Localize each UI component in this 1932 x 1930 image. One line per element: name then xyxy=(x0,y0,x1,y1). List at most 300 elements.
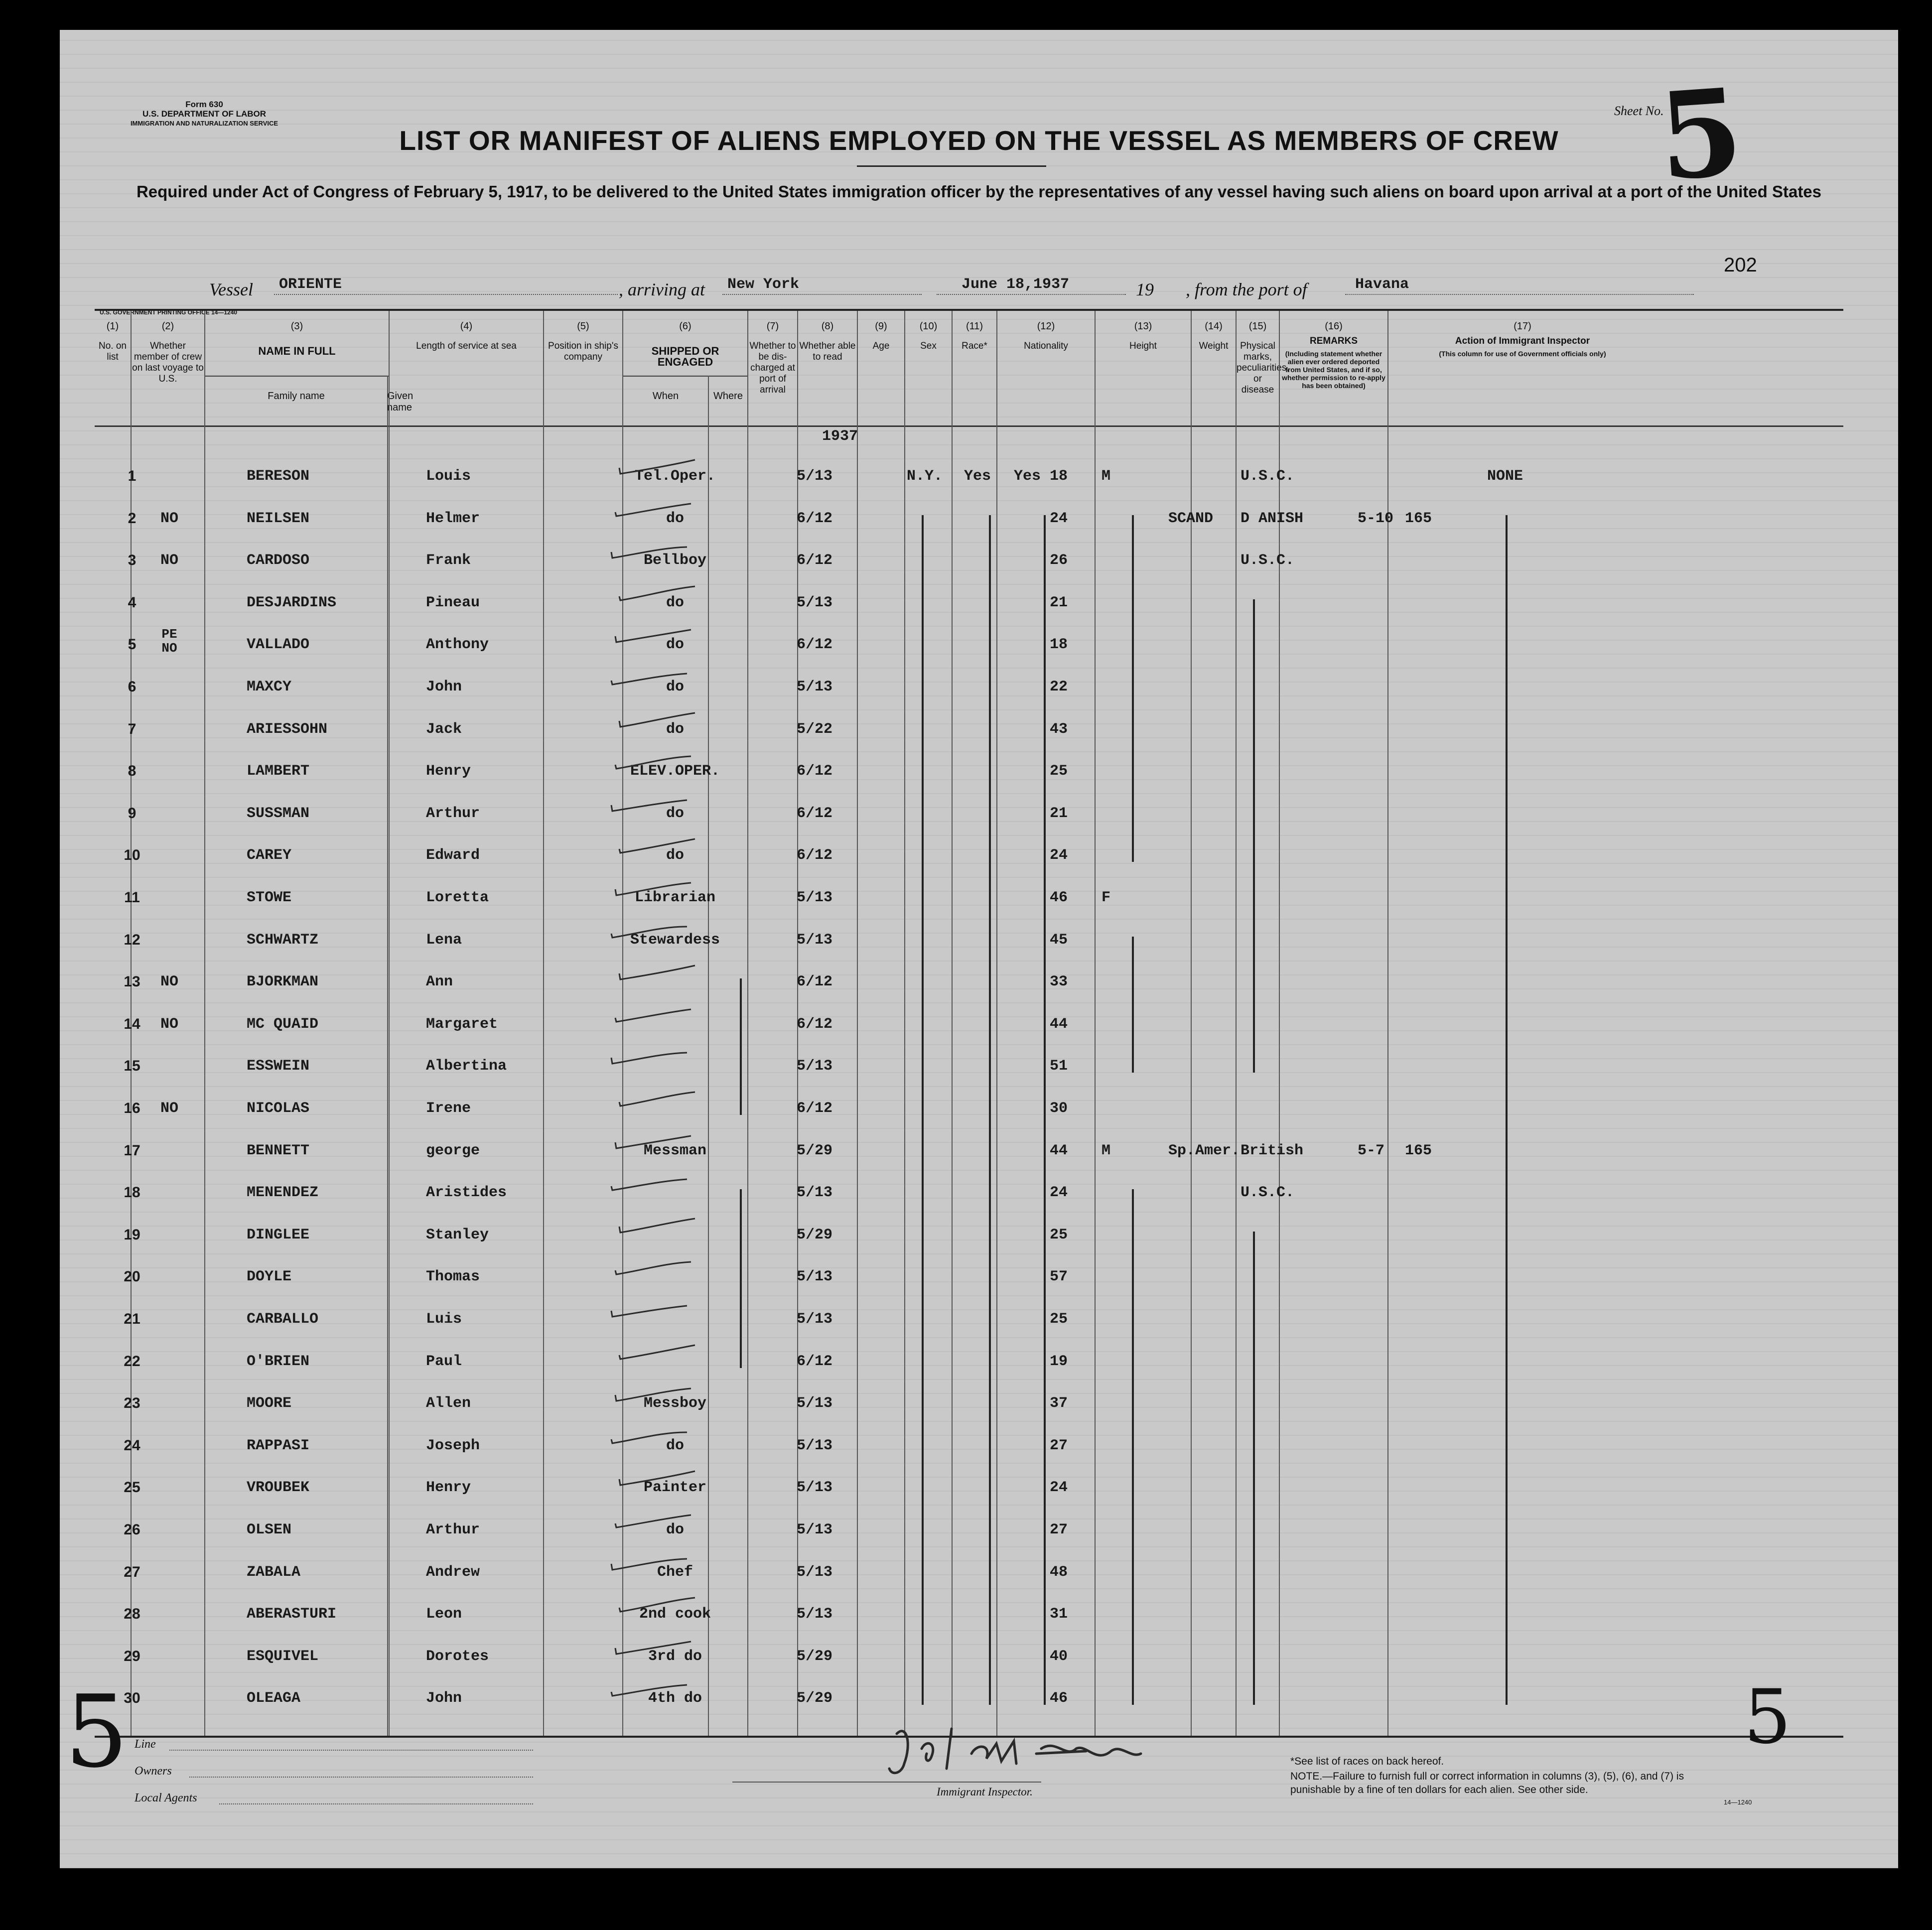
subheader-rule xyxy=(623,376,747,377)
cell-no: 10 xyxy=(124,847,140,864)
arrival-date: June 18,1937 xyxy=(962,276,1070,293)
cell-last-voyage: NO xyxy=(160,1015,178,1033)
cell-no: 20 xyxy=(124,1268,140,1285)
line-dotline xyxy=(169,1750,533,1751)
cell-age: 24 xyxy=(1049,510,1068,527)
arriving-dotline xyxy=(722,294,922,295)
manifest-sheet xyxy=(60,30,1898,1868)
agents-dotline xyxy=(219,1803,533,1804)
owners-dotline xyxy=(189,1777,533,1778)
cell-where: N.Y. xyxy=(907,468,943,485)
cell-no: 12 xyxy=(124,931,140,948)
cell-position: Librarian xyxy=(634,889,716,906)
sheet-number-handwritten: 5 xyxy=(1654,61,1747,208)
cell-family: ZABALA xyxy=(247,1563,301,1581)
cell-family: OLSEN xyxy=(247,1521,292,1538)
cell-weight: 165 xyxy=(1405,510,1432,527)
cell-when: 6/12 xyxy=(796,552,832,569)
cell-given: Jack xyxy=(426,720,462,738)
cell-position: Painter xyxy=(643,1479,707,1497)
service-check-mark xyxy=(607,1173,692,1193)
cell-age: 24 xyxy=(1049,847,1068,864)
service-check-mark xyxy=(611,878,696,898)
cell-last-voyage: NO xyxy=(160,973,178,991)
service-check-mark xyxy=(611,752,696,772)
races-note: *See list of races on back hereof. xyxy=(1290,1756,1444,1767)
cell-no: 16 xyxy=(124,1100,140,1116)
cell-sex: M xyxy=(1101,468,1110,485)
cell-age: 25 xyxy=(1049,763,1068,780)
cell-given: Andrew xyxy=(426,1563,480,1581)
cell-when: 5/13 xyxy=(796,889,832,906)
corner-number-left: 5 xyxy=(65,1674,129,1790)
cell-position: do xyxy=(666,847,684,864)
service-check-mark xyxy=(615,1089,700,1109)
cell-position: Bellboy xyxy=(643,552,707,569)
cell-no: 3 xyxy=(128,552,137,569)
service-name: IMMIGRATION AND NATURALIZATION SERVICE xyxy=(130,120,278,127)
ditto-mark xyxy=(1506,515,1508,1705)
cell-when: 5/29 xyxy=(796,1142,832,1159)
cell-sex: M xyxy=(1101,1142,1110,1159)
cell-family: OLEAGA xyxy=(247,1690,301,1707)
cell-weight: 165 xyxy=(1405,1142,1432,1159)
cell-height: 5-7 xyxy=(1358,1142,1385,1159)
cell-age: 25 xyxy=(1049,1311,1068,1328)
cell-nationality: U.S.C. xyxy=(1241,1184,1295,1202)
cell-given: george xyxy=(426,1142,480,1159)
service-check-mark xyxy=(607,668,692,688)
cell-no: 2 xyxy=(128,510,137,527)
column-header: Height xyxy=(1129,341,1157,351)
cell-family: CARDOSO xyxy=(247,552,310,569)
service-check-mark xyxy=(611,1384,696,1404)
cell-discharged: Yes xyxy=(964,468,991,485)
cell-when: 5/13 xyxy=(796,1563,832,1581)
cell-family: ESQUIVEL xyxy=(247,1648,319,1665)
cell-when: 5/29 xyxy=(796,1226,832,1243)
cell-nationality: U.S.C. xyxy=(1241,468,1295,485)
column-header-note: (This column for use of Government officials only) xyxy=(1439,350,1606,358)
service-check-mark xyxy=(607,921,692,941)
cell-family: VROUBEK xyxy=(247,1479,310,1497)
cell-age: 40 xyxy=(1049,1648,1068,1665)
cell-position: Messman xyxy=(643,1142,707,1159)
cell-age: 18 xyxy=(1049,636,1068,654)
cell-age: 31 xyxy=(1049,1606,1068,1623)
cell-last-voyage: PE NO xyxy=(161,627,177,656)
column-number: (7) xyxy=(766,321,779,332)
cell-given: Margaret xyxy=(426,1015,498,1033)
arriving-label: , arriving at xyxy=(619,279,705,299)
column-number: (4) xyxy=(460,321,473,332)
cell-when: 6/12 xyxy=(796,1100,832,1117)
column-header: Physical marks, peculiarities, or disease xyxy=(1237,341,1289,395)
cell-no: 13 xyxy=(124,973,140,990)
cell-when: 5/13 xyxy=(796,1268,832,1286)
service-check-mark xyxy=(607,541,692,561)
column-header: No. on list xyxy=(99,341,127,362)
cell-sex: F xyxy=(1101,889,1110,906)
form-number: Form 630 xyxy=(185,100,223,109)
cell-no: 17 xyxy=(124,1142,140,1159)
cell-given: Paul xyxy=(426,1353,462,1370)
cell-age: 21 xyxy=(1049,594,1068,611)
column-header: Race* xyxy=(962,341,987,351)
service-check-mark xyxy=(615,1216,700,1236)
cell-age: 27 xyxy=(1049,1521,1068,1538)
cell-position: 2nd cook xyxy=(639,1606,711,1623)
column-number: (8) xyxy=(821,321,834,332)
cell-when: 5/29 xyxy=(796,1648,832,1665)
cell-when: 5/13 xyxy=(796,931,832,949)
cell-no: 8 xyxy=(128,763,137,780)
cell-no: 27 xyxy=(124,1563,140,1580)
cell-position: do xyxy=(666,1437,684,1454)
cell-family: O'BRIEN xyxy=(247,1353,310,1370)
cell-age: 25 xyxy=(1049,1226,1068,1243)
service-check-mark xyxy=(611,1257,696,1277)
cell-family: STOWE xyxy=(247,889,292,906)
cell-family: NEILSEN xyxy=(247,510,310,527)
cell-age: 33 xyxy=(1049,973,1068,991)
cell-family: NICOLAS xyxy=(247,1100,310,1117)
cell-when: 5/13 xyxy=(796,1311,832,1328)
cell-last-voyage: NO xyxy=(160,1100,178,1117)
cell-given: Frank xyxy=(426,552,471,569)
cell-age: 26 xyxy=(1049,552,1068,569)
cell-given: Ann xyxy=(426,973,453,991)
column-header: Position in ship's company xyxy=(548,341,618,362)
column-header: SHIPPED OR ENGAGED xyxy=(651,345,719,368)
ditto-mark xyxy=(989,515,991,1705)
cell-when: 6/12 xyxy=(796,805,832,822)
subcolumn-header: Family name xyxy=(268,391,325,402)
cell-age: 45 xyxy=(1049,931,1068,949)
cell-when: 6/12 xyxy=(796,510,832,527)
arriving-port: New York xyxy=(727,276,800,293)
column-header: Whether member of crew on last voyage to U.S. xyxy=(132,341,204,384)
inspector-signature-line xyxy=(732,1782,1041,1783)
cell-no: 18 xyxy=(124,1184,140,1201)
cell-given: Irene xyxy=(426,1100,471,1117)
cell-marks: NONE xyxy=(1487,468,1523,485)
cell-given: Luis xyxy=(426,1311,462,1328)
cell-when: 6/12 xyxy=(796,763,832,780)
cell-position: do xyxy=(666,636,684,654)
sheet-number-label: Sheet No. xyxy=(1614,104,1664,118)
cell-given: Stanley xyxy=(426,1226,489,1243)
column-header: Weight xyxy=(1199,341,1229,351)
cell-no: 4 xyxy=(128,594,137,611)
cell-when: 5/13 xyxy=(796,1058,832,1075)
cell-family: ESSWEIN xyxy=(247,1058,310,1075)
from-port-label: , from the port of xyxy=(1186,279,1307,299)
cell-age: 19 xyxy=(1049,1353,1068,1370)
cell-family: VALLADO xyxy=(247,636,310,654)
cell-family: DINGLEE xyxy=(247,1226,310,1243)
cell-family: ABERASTURI xyxy=(247,1606,337,1623)
service-check-mark xyxy=(615,1342,700,1362)
cell-given: Allen xyxy=(426,1395,471,1412)
inspector-signature xyxy=(877,1714,1156,1789)
note-label: NOTE. xyxy=(1290,1771,1323,1782)
cell-age: 43 xyxy=(1049,720,1068,738)
cell-when: 6/12 xyxy=(796,1015,832,1033)
cell-when: 5/13 xyxy=(796,468,832,485)
cell-age: 30 xyxy=(1049,1100,1068,1117)
cell-nationality: British xyxy=(1241,1142,1304,1159)
vessel-name: ORIENTE xyxy=(279,276,342,293)
cell-age: 24 xyxy=(1049,1184,1068,1202)
column-number: (3) xyxy=(290,321,303,332)
column-number: (9) xyxy=(875,321,887,332)
column-number: (15) xyxy=(1248,321,1267,332)
column-number: (14) xyxy=(1205,321,1223,332)
cell-position: do xyxy=(666,594,684,611)
cell-age: 51 xyxy=(1049,1058,1068,1075)
cell-when: 5/13 xyxy=(796,1437,832,1454)
cell-no: 29 xyxy=(124,1648,140,1664)
subheader-rule xyxy=(205,376,389,377)
service-check-mark xyxy=(611,1511,696,1530)
cell-no: 21 xyxy=(124,1311,140,1327)
column-header: Nationality xyxy=(1024,341,1068,351)
column-number: (11) xyxy=(966,321,983,332)
cell-when: 6/12 xyxy=(796,1353,832,1370)
column-header: Whether to be dis-charged at port of arrival xyxy=(749,341,796,395)
cell-given: Albertina xyxy=(426,1058,507,1075)
cell-when: 5/13 xyxy=(796,594,832,611)
cell-age: 48 xyxy=(1049,1563,1068,1581)
cell-age: 22 xyxy=(1049,679,1068,695)
subcolumn-header: Where xyxy=(713,391,743,402)
column-number: (2) xyxy=(161,321,174,332)
fine-note xyxy=(1290,1770,1729,1796)
cell-family: DOYLE xyxy=(247,1268,292,1286)
cell-no: 24 xyxy=(124,1437,140,1454)
cell-age: 27 xyxy=(1049,1437,1068,1454)
cell-given: Joseph xyxy=(426,1437,480,1454)
cell-age: 46 xyxy=(1049,889,1068,906)
ditto-mark xyxy=(1132,937,1134,1073)
column-number: (10) xyxy=(919,321,938,332)
cell-no: 19 xyxy=(124,1226,140,1243)
cell-position: do xyxy=(666,679,684,695)
cell-no: 25 xyxy=(124,1479,140,1496)
cell-when: 5/29 xyxy=(796,1690,832,1707)
cell-no: 9 xyxy=(128,805,137,822)
cell-given: Edward xyxy=(426,847,480,864)
cell-given: Louis xyxy=(426,468,471,485)
cell-last-voyage: NO xyxy=(160,552,178,569)
cell-given: Arthur xyxy=(426,805,480,822)
cell-position: Messboy xyxy=(643,1395,707,1412)
cell-family: CAREY xyxy=(247,847,292,864)
subcolumn-header: When xyxy=(652,391,679,402)
cell-family: CARBALLO xyxy=(247,1311,319,1328)
cell-given: Aristides xyxy=(426,1184,507,1202)
column-number: (13) xyxy=(1134,321,1152,332)
column-header: Length of service at sea xyxy=(416,341,517,351)
column-header: Whether able to read xyxy=(799,341,856,362)
column-number: (17) xyxy=(1514,321,1531,332)
column-number: (1) xyxy=(106,321,119,332)
cell-no: 6 xyxy=(128,679,137,695)
cell-family: MENENDEZ xyxy=(247,1184,319,1202)
cell-family: LAMBERT xyxy=(247,763,310,780)
ditto-mark xyxy=(1253,599,1255,1073)
cell-when: 5/13 xyxy=(796,1521,832,1538)
service-check-mark xyxy=(611,1005,696,1025)
service-check-mark xyxy=(615,583,700,603)
cell-when: 6/12 xyxy=(796,847,832,864)
service-check-mark xyxy=(615,457,700,477)
ditto-mark xyxy=(1044,515,1046,1705)
service-check-mark xyxy=(607,1553,692,1573)
cell-age: 24 xyxy=(1049,1479,1068,1497)
service-check-mark xyxy=(607,1679,692,1699)
ditto-mark xyxy=(1132,515,1134,862)
service-check-mark xyxy=(607,794,692,814)
cell-age: 21 xyxy=(1049,805,1068,822)
cell-position: 4th do xyxy=(648,1690,702,1707)
from-port-dotline xyxy=(1345,294,1694,295)
cell-position: Chef xyxy=(657,1563,693,1581)
form-code: 14—1240 xyxy=(1724,1798,1752,1806)
cell-family: BENNETT xyxy=(247,1142,310,1159)
cell-nationality: D ANISH xyxy=(1241,510,1304,527)
cell-nationality: U.S.C. xyxy=(1241,552,1295,569)
cell-no: 30 xyxy=(124,1690,140,1707)
cell-no: 7 xyxy=(128,720,137,737)
service-check-mark xyxy=(611,1131,696,1151)
column-header: Sex xyxy=(920,341,937,351)
from-port: Havana xyxy=(1355,276,1409,293)
vessel-dotline xyxy=(274,294,618,295)
cell-age: 57 xyxy=(1049,1268,1068,1286)
cell-when: 5/13 xyxy=(796,1479,832,1497)
cell-no: 28 xyxy=(124,1606,140,1623)
immigrant-inspector-label: Immigrant Inspector. xyxy=(937,1786,1033,1798)
service-check-mark xyxy=(615,710,700,730)
ditto-mark xyxy=(1132,1189,1134,1705)
cell-given: Anthony xyxy=(426,636,489,654)
owners-label: Owners xyxy=(135,1765,172,1778)
crew-manifest-table xyxy=(95,309,1843,1738)
printing-office-note: U.S. GOVERNMENT PRINTING OFFICE 14—1240 xyxy=(100,309,238,316)
shipped-year-heading: 1937 xyxy=(822,428,858,445)
cell-no: 14 xyxy=(124,1015,140,1032)
cell-age: 18 xyxy=(1049,468,1068,485)
ditto-mark xyxy=(740,1189,742,1368)
cell-family: SUSSMAN xyxy=(247,805,310,822)
cell-position: do xyxy=(666,510,684,527)
cell-position: do xyxy=(666,1521,684,1538)
service-check-mark xyxy=(615,1468,700,1488)
service-check-mark xyxy=(611,499,696,519)
local-agents-label: Local Agents xyxy=(135,1792,197,1804)
cell-family: MAXCY xyxy=(247,679,292,695)
cell-given: Loretta xyxy=(426,889,489,906)
cell-given: Henry xyxy=(426,763,471,780)
form-identifier xyxy=(100,100,309,128)
cell-when: 5/22 xyxy=(796,720,832,738)
cell-given: Pineau xyxy=(426,594,480,611)
year-label: 19 xyxy=(1136,279,1154,299)
cell-no: 26 xyxy=(124,1521,140,1538)
service-check-mark xyxy=(615,1595,700,1615)
cell-family: MC QUAID xyxy=(247,1015,319,1033)
title-underline xyxy=(857,165,1046,167)
ditto-mark xyxy=(1253,1232,1255,1705)
page-number-stamp: 202 xyxy=(1724,254,1757,276)
cell-position: ELEV.OPER. xyxy=(630,763,720,780)
vessel-label: Vessel xyxy=(209,279,253,299)
column-10 xyxy=(904,311,952,1736)
cell-family: DESJARDINS xyxy=(247,594,337,611)
column-header: Age xyxy=(872,341,890,351)
cell-given: Dorotes xyxy=(426,1648,489,1665)
document-title: LIST OR MANIFEST OF ALIENS EMPLOYED ON THE VESSEL AS MEMBERS OF CREW xyxy=(399,125,1559,156)
cell-family: MOORE xyxy=(247,1395,292,1412)
date-dotline xyxy=(937,294,1126,295)
cell-when: 5/13 xyxy=(796,1606,832,1623)
cell-position: Stewardess xyxy=(630,931,720,949)
cell-no: 1 xyxy=(128,468,137,484)
cell-no: 15 xyxy=(124,1058,140,1075)
column-header: REMARKS xyxy=(1309,336,1358,346)
service-check-mark xyxy=(615,836,700,856)
cell-family: BERESON xyxy=(247,468,310,485)
ditto-mark xyxy=(740,978,742,1115)
column-number: (12) xyxy=(1037,321,1055,332)
cell-given: Helmer xyxy=(426,510,480,527)
cell-given: Leon xyxy=(426,1606,462,1623)
cell-given: John xyxy=(426,679,462,695)
cell-height: 5-10 xyxy=(1358,510,1394,527)
cell-race: SCAND xyxy=(1168,510,1214,527)
cell-no: 23 xyxy=(124,1395,140,1412)
service-check-mark xyxy=(607,1300,692,1320)
cell-family: BJORKMAN xyxy=(247,973,319,991)
cell-when: 5/13 xyxy=(796,1395,832,1412)
line-label: Line xyxy=(135,1738,156,1751)
cell-given: John xyxy=(426,1690,462,1707)
cell-last-voyage: NO xyxy=(160,510,178,527)
document-subtitle: Required under Act of Congress of February 5, 1917, to be delivered to the United States immigration officer by the representatives of any vessel having such aliens on board upon arrival at a port of the United States xyxy=(136,182,1822,201)
service-check-mark xyxy=(611,1637,696,1657)
cell-age: 46 xyxy=(1049,1690,1068,1707)
cell-family: RAPPASI xyxy=(247,1437,310,1454)
cell-age: 44 xyxy=(1049,1015,1068,1033)
cell-position: Tel.Oper. xyxy=(634,468,716,485)
service-check-mark xyxy=(607,1047,692,1067)
cell-given: Arthur xyxy=(426,1521,480,1538)
column-number: (5) xyxy=(577,321,589,332)
cell-position: 3rd do xyxy=(648,1648,702,1665)
column-header: Action of Immigrant Inspector xyxy=(1455,336,1590,346)
cell-position: do xyxy=(666,805,684,822)
cell-age: 44 xyxy=(1049,1142,1068,1159)
cell-read: Yes xyxy=(1014,468,1041,485)
column-number: (16) xyxy=(1325,321,1343,332)
cell-when: 5/13 xyxy=(796,679,832,695)
cell-family: SCHWARTZ xyxy=(247,931,319,949)
cell-age: 37 xyxy=(1049,1395,1068,1412)
cell-no: 11 xyxy=(124,889,140,906)
service-check-mark xyxy=(607,1426,692,1446)
